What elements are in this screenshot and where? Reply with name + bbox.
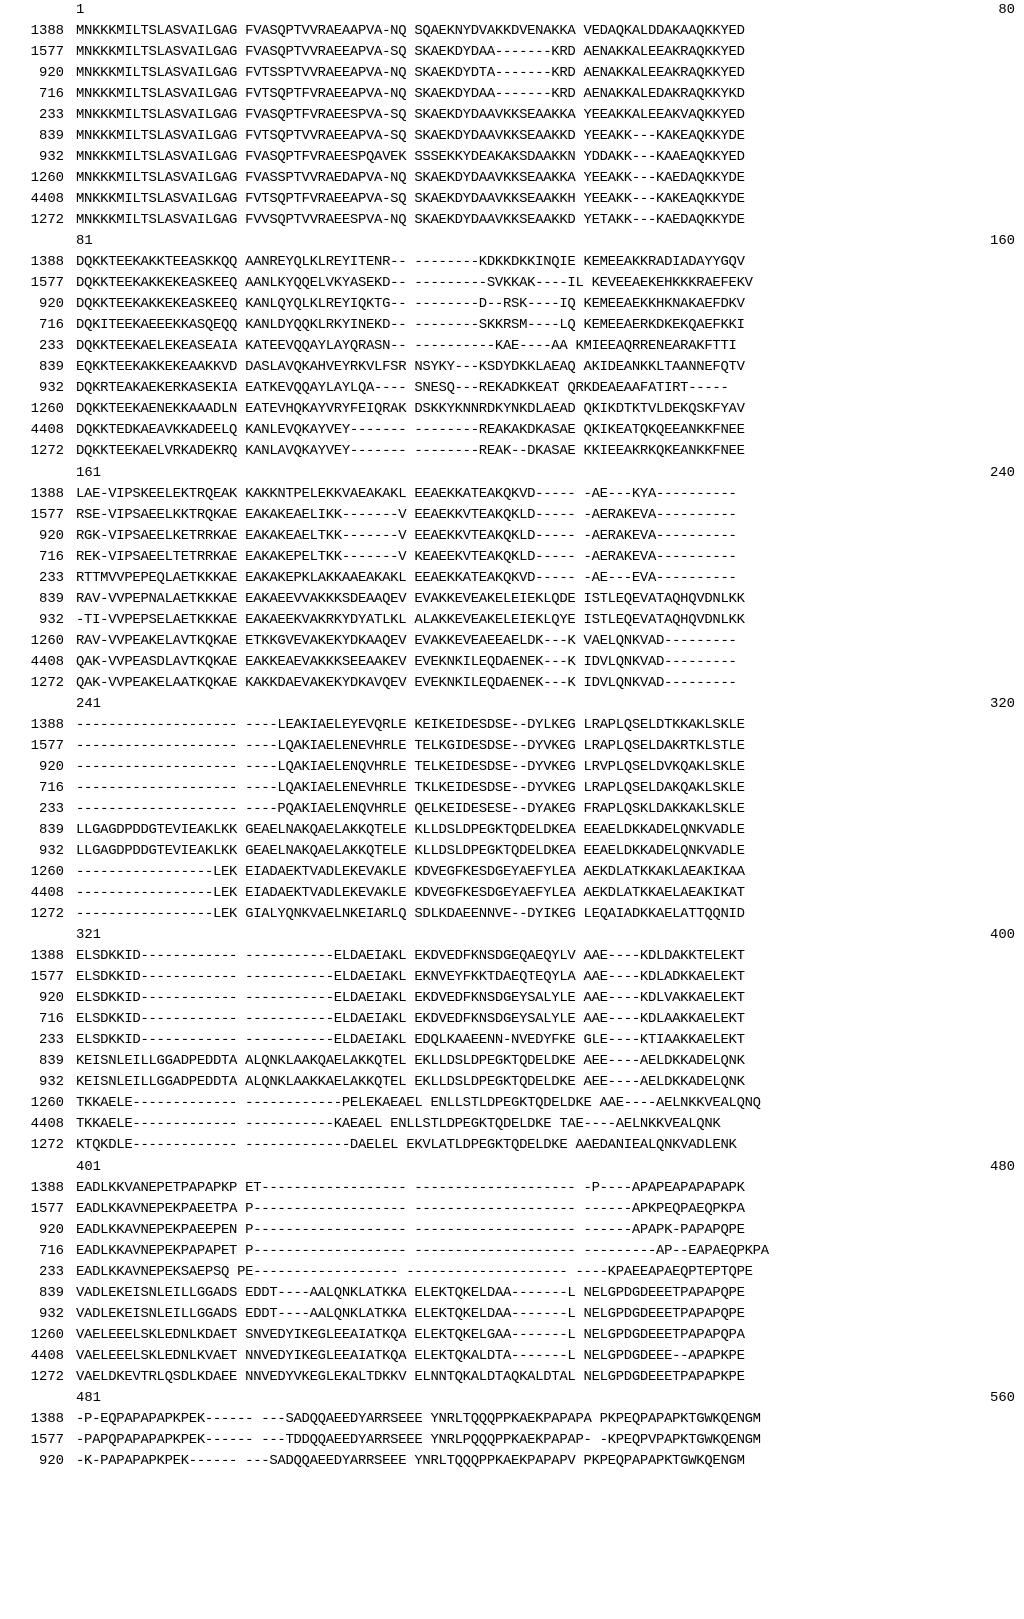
sequence-id: 4408	[30, 653, 64, 670]
sequence-residues: QAK-VVPEASDLAVTKQKAE EAKKEAEVAKKKSEEAAKEV EVEKNKILEQDAENEK---K IDVLQNKVAD---------	[76, 653, 737, 670]
sequence-residues: EADLKKAVNEPEKPAPAPET P------------------- -------------------- ---------AP--EAPAEQPKPA	[76, 1242, 769, 1259]
sequence-row	[0, 820, 1024, 841]
sequence-row	[0, 1051, 1024, 1072]
sequence-id: 1272	[30, 674, 64, 691]
sequence-id: 932	[38, 611, 64, 628]
sequence-row	[0, 420, 1024, 441]
sequence-row	[0, 336, 1024, 357]
sequence-row	[0, 1093, 1024, 1114]
sequence-residues: RGK-VIPSAEELKETRRKAE EAKAKEAELTKK-------V EEAEKKVTEAKQKLD----- -AERAKEVA----------	[76, 527, 737, 544]
sequence-row	[0, 757, 1024, 778]
ruler-start: 161	[76, 464, 102, 481]
sequence-residues: EQKKTEEKAKKEKEAAKKVD DASLAVQKAHVEYRKVLFSR NSYKY---KSDYDKKLAEAQ AKIDEANKKLTAANNEFQTV	[76, 359, 745, 376]
ruler-end: 80	[998, 2, 1015, 18]
sequence-residues: EADLKKAVNEPEKSAEPSQ PE------------------ -------------------- ----KPAEEAPAEQPTEPTQPE	[76, 1263, 753, 1280]
sequence-row	[0, 715, 1024, 736]
sequence-id: 716	[38, 1011, 64, 1028]
sequence-residues: VAELEEELSKLEDNLKDAET SNVEDYIKEGLEEAIATKQA ELEKTQKELGAA-------L NELGPDGDEEETPAPAPQPA	[76, 1326, 745, 1343]
sequence-residues: ELSDKKID------------ -----------ELDAEIAKL EKDVEDFKNSDGEYSALYLE AAE----KDLVAKKAELEKT	[76, 990, 745, 1007]
sequence-id: 1388	[30, 716, 64, 733]
sequence-residues: DQKKTEEKAENEKKAAADLN EATEVHQKAYVRYFEIQRAK DSKKYKNNRDKYNKDLAEAD QKIKDTKTVLDEKQSKFYAV	[76, 401, 745, 418]
sequence-row	[0, 841, 1024, 862]
sequence-residues: MNKKKMILTSLASVAILGAG FVASQPTVVRAEEAPVA-SQ SKAEKDYDAA-------KRD AENAKKALEEAKRAQKKYED	[76, 44, 745, 60]
sequence-row	[0, 357, 1024, 378]
sequence-id: 4408	[30, 1116, 64, 1133]
sequence-id: 716	[38, 779, 64, 796]
sequence-residues: DQKKTEEKAELVRKADEKRQ KANLAVQKAYVEY------- --------REAK--DKASAE KKIEEAKRKQKEANKKFNEE	[76, 443, 745, 460]
sequence-row	[0, 967, 1024, 988]
sequence-id: 1260	[30, 632, 64, 649]
sequence-row	[0, 189, 1024, 210]
sequence-row	[0, 1072, 1024, 1093]
sequence-id: 1388	[30, 23, 64, 39]
sequence-row	[0, 147, 1024, 168]
sequence-row	[0, 42, 1024, 63]
sequence-row	[0, 946, 1024, 967]
sequence-row	[0, 589, 1024, 610]
sequence-residues: MNKKKMILTSLASVAILGAG FVASQPTVVRAEAAPVA-NQ SQAEKNYDVAKKDVENAKKA VEDAQKALDDAKAAQKKYED	[76, 23, 745, 39]
alignment-block	[0, 0, 1024, 231]
position-ruler	[0, 1388, 1024, 1408]
sequence-row	[0, 1262, 1024, 1283]
ruler-end: 480	[989, 1158, 1015, 1175]
sequence-id: 233	[38, 338, 64, 355]
sequence-id: 920	[38, 1452, 64, 1469]
sequence-row	[0, 799, 1024, 820]
sequence-residues: ELSDKKID------------ -----------ELDAEIAKL EKDVEDFKNSDGEQAEQYLV AAE----KDLDAKKTELEKT	[76, 948, 745, 965]
sequence-row	[0, 547, 1024, 568]
ruler-end: 320	[989, 695, 1015, 712]
sequence-id: 1577	[30, 1431, 64, 1448]
sequence-id: 1260	[30, 401, 64, 418]
alignment-block	[0, 1157, 1024, 1388]
sequence-id: 1260	[30, 170, 64, 186]
sequence-row	[0, 1135, 1024, 1156]
ruler-start: 481	[76, 1389, 102, 1406]
sequence-id: 1272	[30, 1137, 64, 1154]
sequence-id: 1272	[30, 905, 64, 922]
ruler-start: 401	[76, 1158, 102, 1175]
sequence-residues: -------------------- ----LQAKIAELENEVHRLE TELKGIDESDSE--DYVKEG LRAPLQSELDAKRTKLSTLE	[76, 737, 745, 754]
sequence-row	[0, 378, 1024, 399]
ruler-start: 241	[76, 695, 102, 712]
position-ruler	[0, 231, 1024, 251]
sequence-residues: RSE-VIPSAEELKKTRQKAE EAKAKEAELIKK-------V EEAEKKVTEAKQKLD----- -AERAKEVA----------	[76, 506, 737, 523]
sequence-residues: QAK-VVPEAKELAATKQKAE KAKKDAEVAKEKYDKAVQEV EVEKNKILEQDAENEK---K IDVLQNKVAD---------	[76, 674, 737, 691]
sequence-id: 4408	[30, 422, 64, 439]
sequence-id: 839	[38, 128, 64, 144]
sequence-residues: DQKKTEEKAKKEKEASKEEQ KANLQYQLKLREYIQKTG-- --------D--RSK----IQ KEMEEAEKKHKNAKAEFDKV	[76, 296, 745, 313]
sequence-residues: -------------------- ----LEAKIAELEYEVQRLE KEIKEIDESDSE--DYLKEG LRAPLQSELDTKKAKLSKLE	[76, 716, 745, 733]
sequence-residues: REK-VIPSAEELTETRRKAE EAKAKEPELTKK-------V KEAEEKVTEAKQKLD----- -AERAKEVA----------	[76, 548, 737, 565]
sequence-row	[0, 441, 1024, 462]
sequence-residues: MNKKKMILTSLASVAILGAG FVTSQPTVVRAEEAPVA-SQ SKAEKDYDAAVKKSEAAKKD YEEAKK---KAKEAQKKYDE	[76, 128, 745, 144]
sequence-residues: DQKKTEEKAELEKEASEAIA KATEEVQQAYLAYQRASN-- ----------KAE----AA KMIEEAQRRENEARAKFTTI	[76, 338, 737, 355]
sequence-row	[0, 1451, 1024, 1472]
sequence-residues: -TI-VVPEPSELAETKKKAE EAKAEEKVAKRKYDYATLKL ALAKKEVEAKELEIEKLQYE ISTLEQEVATAQHQVDNLKK	[76, 611, 745, 628]
sequence-id: 1388	[30, 1410, 64, 1427]
sequence-id: 920	[38, 65, 64, 81]
sequence-id: 1577	[30, 737, 64, 754]
sequence-residues: DQKKTEDKAEAVKKADEELQ KANLEVQKAYVEY------- --------REAKAKDKASAE QKIKEATQKQEEANKKFNEE	[76, 422, 745, 439]
sequence-residues: RTTMVVPEPEQLAETKKKAE EAKAKEPKLAKKAAEAKAKL EEAEKKATEAKQKVD----- -AE---EVA----------	[76, 569, 737, 586]
sequence-row	[0, 631, 1024, 652]
ruler-start: 81	[76, 233, 93, 250]
sequence-residues: VAELEEELSKLEDNLKVAET NNVEDYIKEGLEEAIATKQA ELEKTQKALDTA-------L NELGPDGDEEE--APAPKPE	[76, 1347, 745, 1364]
position-ruler	[0, 925, 1024, 945]
sequence-id: 1272	[30, 212, 64, 228]
sequence-id: 1388	[30, 254, 64, 271]
position-ruler	[0, 694, 1024, 714]
sequence-id: 1260	[30, 1326, 64, 1343]
sequence-row	[0, 84, 1024, 105]
sequence-row	[0, 1241, 1024, 1262]
sequence-id: 4408	[30, 884, 64, 901]
sequence-residues: MNKKKMILTSLASVAILGAG FVVSQPTVVRAEESPVA-NQ SKAEKDYDAAVKKSEAAKKD YETAKK---KAEDAQKKYDE	[76, 212, 745, 228]
sequence-row	[0, 505, 1024, 526]
sequence-id: 233	[38, 107, 64, 123]
sequence-residues: KEISNLEILLGGADPEDDTA ALQNKLAAKKAELAKKQTEL EKLLDSLDPEGKTQDELDKE AEE----AELDKKADELQNK	[76, 1074, 745, 1091]
sequence-residues: MNKKKMILTSLASVAILGAG FVASSPTVVRAEDAPVA-NQ SKAEKDYDAAVKKSEAAKKA YEEAKK---KAEDAQKKYDE	[76, 170, 745, 186]
position-ruler	[0, 0, 1024, 20]
sequence-row	[0, 1199, 1024, 1220]
sequence-row	[0, 273, 1024, 294]
sequence-id: 233	[38, 800, 64, 817]
sequence-row	[0, 1114, 1024, 1135]
sequence-row	[0, 778, 1024, 799]
sequence-id: 233	[38, 1263, 64, 1280]
sequence-id: 839	[38, 1053, 64, 1070]
sequence-id: 932	[38, 842, 64, 859]
sequence-row	[0, 988, 1024, 1009]
sequence-id: 1272	[30, 1368, 64, 1385]
sequence-row	[0, 652, 1024, 673]
sequence-row	[0, 1030, 1024, 1051]
sequence-residues: ELSDKKID------------ -----------ELDAEIAKL EKDVEDFKNSDGEYSALYLE AAE----KDLAAKKAELEKT	[76, 1011, 745, 1028]
sequence-residues: LAE-VIPSKEELEKTRQEAK KAKKNTPELEKKVAEAKAKL EEAEKKATEAKQKVD----- -AE---KYA----------	[76, 485, 737, 502]
sequence-row	[0, 526, 1024, 547]
sequence-id: 839	[38, 1284, 64, 1301]
alignment-block	[0, 463, 1024, 694]
sequence-row	[0, 1367, 1024, 1388]
sequence-residues: VADLEKEISNLEILLGGADS EDDT----AALQNKLATKKA ELEKTQKELDAA-------L NELGPDGDEEETPAPAPQPE	[76, 1305, 745, 1322]
sequence-id: 932	[38, 1074, 64, 1091]
sequence-residues: -------------------- ----LQAKIAELENQVHRLE TELKEIDESDSE--DYVKEG LRVPLQSELDVKQAKLSKLE	[76, 758, 745, 775]
sequence-residues: KEISNLEILLGGADPEDDTA ALQNKLAAKQAELAKKQTEL EKLLDSLDPEGKTQDELDKE AEE----AELDKKADELQNK	[76, 1053, 745, 1070]
alignment-block	[0, 925, 1024, 1156]
ruler-end: 160	[989, 233, 1015, 250]
sequence-id: 1577	[30, 506, 64, 523]
sequence-row	[0, 1409, 1024, 1430]
sequence-row	[0, 294, 1024, 315]
sequence-id: 233	[38, 1032, 64, 1049]
sequence-row	[0, 568, 1024, 589]
sequence-residues: VAELDKEVTRLQSDLKDAEE NNVEDYVKEGLEKALTDKKV ELNNTQKALDTAQKALDTAL NELGPDGDEEETPAPAPKPE	[76, 1368, 745, 1385]
sequence-row	[0, 210, 1024, 231]
sequence-residues: -P-EQPAPAPAPKPEK------ ---SADQQAEEDYARRSEEE YNRLTQQQPPKAEKPAPAPA PKPEQPAPAPKTGWKQENGM	[76, 1410, 761, 1427]
sequence-residues: ELSDKKID------------ -----------ELDAEIAKL EDQLKAAEENN-NVEDYFKE GLE----KTIAAKKAELEKT	[76, 1032, 745, 1049]
sequence-residues: -PAPQPAPAPAPKPEK------ ---TDDQQAEEDYARRSEEE YNRLPQQQPPKAEKPAPAP- -KPEQPVPAPKTGWKQENGM	[76, 1431, 761, 1448]
ruler-end: 400	[989, 927, 1015, 944]
sequence-id: 920	[38, 758, 64, 775]
position-ruler	[0, 1157, 1024, 1177]
sequence-id: 1388	[30, 485, 64, 502]
sequence-id: 839	[38, 590, 64, 607]
sequence-row	[0, 673, 1024, 694]
sequence-row	[0, 883, 1024, 904]
sequence-id: 233	[38, 569, 64, 586]
sequence-id: 1577	[30, 1200, 64, 1217]
sequence-residues: LLGAGDPDDGTEVIEAKLKK GEAELNAKQAELAKKQTELE KLLDSLDPEGKTQDELDKEA EEAELDKKADELQNKVADLE	[76, 821, 745, 838]
sequence-id: 1388	[30, 1179, 64, 1196]
sequence-residues: RAV-VVPEPNALAETKKKAE EAKAEEVVAKKKSDEAAQEV EVAKKEVEAKELEIEKLQDE ISTLEQEVATAQHQVDNLKK	[76, 590, 745, 607]
sequence-id: 1388	[30, 948, 64, 965]
sequence-residues: EADLKKAVNEPEKPAEEPEN P------------------- -------------------- ------APAPK-PAPAPQPE	[76, 1221, 745, 1238]
ruler-end: 560	[989, 1389, 1015, 1406]
sequence-residues: TKKAELE------------- ------------PELEKAEAEL ENLLSTLDPEGKTQDELDKE AAE----AELNKKVEALQNQ	[76, 1095, 761, 1112]
sequence-id: 716	[38, 548, 64, 565]
sequence-residues: EADLKKAVNEPEKPAEETPA P------------------- -------------------- ------APKPEQPAEQPKPA	[76, 1200, 745, 1217]
sequence-row	[0, 1430, 1024, 1451]
sequence-row	[0, 484, 1024, 505]
sequence-id: 1260	[30, 1095, 64, 1112]
alignment-block	[0, 694, 1024, 925]
sequence-row	[0, 105, 1024, 126]
sequence-id: 1260	[30, 863, 64, 880]
sequence-id: 839	[38, 359, 64, 376]
sequence-residues: -K-PAPAPAPKPEK------ ---SADQQAEEDYARRSEEE YNRLTQQQPPKAEKPAPAPV PKPEQPAPAPKTGWKQENGM	[76, 1452, 745, 1469]
sequence-residues: MNKKKMILTSLASVAILGAG FVASQPTFVRAEESPQAVEK SSSEKKYDEAKAKSDAAKKN YDDAKK---KAAEAQKKYED	[76, 149, 745, 165]
sequence-row	[0, 126, 1024, 147]
sequence-id: 1577	[30, 275, 64, 292]
sequence-row	[0, 1304, 1024, 1325]
sequence-row	[0, 904, 1024, 925]
sequence-residues: VADLEKEISNLEILLGGADS EDDT----AALQNKLATKKA ELEKTQKELDAA-------L NELGPDGDEEETPAPAPQPE	[76, 1284, 745, 1301]
sequence-id: 920	[38, 990, 64, 1007]
sequence-id: 1577	[30, 44, 64, 60]
sequence-id: 1272	[30, 443, 64, 460]
sequence-residues: ELSDKKID------------ -----------ELDAEIAKL EKNVEYFKKTDAEQTEQYLA AAE----KDLADKKAELEKT	[76, 969, 745, 986]
alignment-block	[0, 231, 1024, 462]
sequence-row	[0, 610, 1024, 631]
ruler-start: 321	[76, 927, 102, 944]
sequence-row	[0, 168, 1024, 189]
sequence-residues: DQKKTEEKAKKTEEASKKQQ AANREYQLKLREYITENR-- --------KDKKDKKINQIE KEMEEAKKRADIADAYYGQV	[76, 254, 745, 271]
sequence-residues: -------------------- ----LQAKIAELENEVHRLE TKLKEIDESDSE--DYVKEG LRAPLQSELDAKQAKLSKLE	[76, 779, 745, 796]
sequence-residues: LLGAGDPDDGTEVIEAKLKK GEAELNAKQAELAKKQTELE KLLDSLDPEGKTQDELDKEA EEAELDKKADELQNKVADLE	[76, 842, 745, 859]
sequence-row	[0, 1325, 1024, 1346]
sequence-row	[0, 1346, 1024, 1367]
sequence-residues: -----------------LEK EIADAEKTVADLEKEVAKLE KDVEGFKESDGEYAEFYLEA AEKDLATKKAELAEAKIKAT	[76, 884, 745, 901]
sequence-residues: -----------------LEK GIALYQNKVAELNKEIARLQ SDLKDAEENNVE--DYIKEG LEQAIADKKAELATTQQNID	[76, 905, 745, 922]
sequence-row	[0, 1178, 1024, 1199]
sequence-id: 716	[38, 86, 64, 102]
sequence-id: 932	[38, 1305, 64, 1322]
sequence-residues: MNKKKMILTSLASVAILGAG FVTSSPTVVRAEEAPVA-NQ SKAEKDYDTA-------KRD AENAKKALEEAKRAQKKYED	[76, 65, 745, 81]
alignment-block	[0, 1388, 1024, 1619]
sequence-id: 932	[38, 380, 64, 397]
position-ruler	[0, 463, 1024, 483]
ruler-end: 240	[989, 464, 1015, 481]
sequence-id: 920	[38, 1221, 64, 1238]
sequence-id: 920	[38, 527, 64, 544]
sequence-residues: -------------------- ----PQAKIAELENQVHRLE QELKEIDESESE--DYAKEG FRAPLQSKLDAKKAKLSKLE	[76, 800, 745, 817]
sequence-id: 716	[38, 317, 64, 334]
sequence-id: 839	[38, 821, 64, 838]
sequence-id: 932	[38, 149, 64, 165]
sequence-row	[0, 862, 1024, 883]
sequence-row	[0, 1283, 1024, 1304]
sequence-row	[0, 21, 1024, 42]
sequence-id: 4408	[30, 1347, 64, 1364]
sequence-row	[0, 315, 1024, 336]
sequence-row	[0, 1220, 1024, 1241]
sequence-id: 4408	[30, 191, 64, 207]
ruler-start: 1	[76, 2, 85, 18]
sequence-id: 920	[38, 296, 64, 313]
sequence-residues: RAV-VVPEAKELAVTKQKAE ETKKGVEVAKEKYDKAAQEV EVAKKEVEAEEAELDK---K VAELQNKVAD---------	[76, 632, 737, 649]
sequence-row	[0, 736, 1024, 757]
sequence-row	[0, 252, 1024, 273]
sequence-id: 1577	[30, 969, 64, 986]
sequence-residues: MNKKKMILTSLASVAILGAG FVASQPTFVRAEESPVA-SQ SKAEKDYDAAVKKSEAAKKA YEEAKKALEEAKVAQKKYED	[76, 107, 745, 123]
sequence-residues: DQKITEEKAEEEKKASQEQQ KANLDYQQKLRKYINEKD-- --------SKKRSM----LQ KEMEEAERKDKEKQAEFKKI	[76, 317, 745, 334]
sequence-id: 716	[38, 1242, 64, 1259]
sequence-residues: DQKRTEAKAEKERKASEKIA EATKEVQQAYLAYLQA---- SNESQ---REKADKKEAT QRKDEAEAAFATIRT-----	[76, 380, 729, 397]
sequence-residues: EADLKKVANEPETPAPAPKP ET------------------ -------------------- -P----APAPEAPAPAPAPK	[76, 1179, 745, 1196]
sequence-residues: MNKKKMILTSLASVAILGAG FVTSQPTFVRAEEAPVA-NQ SKAEKDYDAA-------KRD AENAKKALEDAKRAQKKYKD	[76, 86, 745, 102]
sequence-residues: MNKKKMILTSLASVAILGAG FVTSQPTFVRAEEAPVA-SQ SKAEKDYDAAVKKSEAAKKH YEEAKK---KAKEAQKKYDE	[76, 191, 745, 207]
sequence-residues: KTQKDLE------------- -------------DAELEL EKVLATLDPEGKTQDELDKE AAEDANIEALQNKVADLENK	[76, 1137, 737, 1154]
sequence-row	[0, 63, 1024, 84]
sequence-row	[0, 399, 1024, 420]
sequence-residues: TKKAELE------------- -----------KAEAEL ENLLSTLDPEGKTQDELDKE TAE----AELNKKVEALQNK	[76, 1116, 721, 1133]
sequence-residues: DQKKTEEKAKKEKEASKEEQ AANLKYQQELVKYASEKD-- ---------SVKKAK----IL KEVEEAEKEHKKKRAEFEKV	[76, 275, 753, 292]
sequence-row	[0, 1009, 1024, 1030]
sequence-residues: -----------------LEK EIADAEKTVADLEKEVAKLE KDVEGFKESDGEYAEFYLEA AEKDLATKKAKLAEAKIKAA	[76, 863, 745, 880]
